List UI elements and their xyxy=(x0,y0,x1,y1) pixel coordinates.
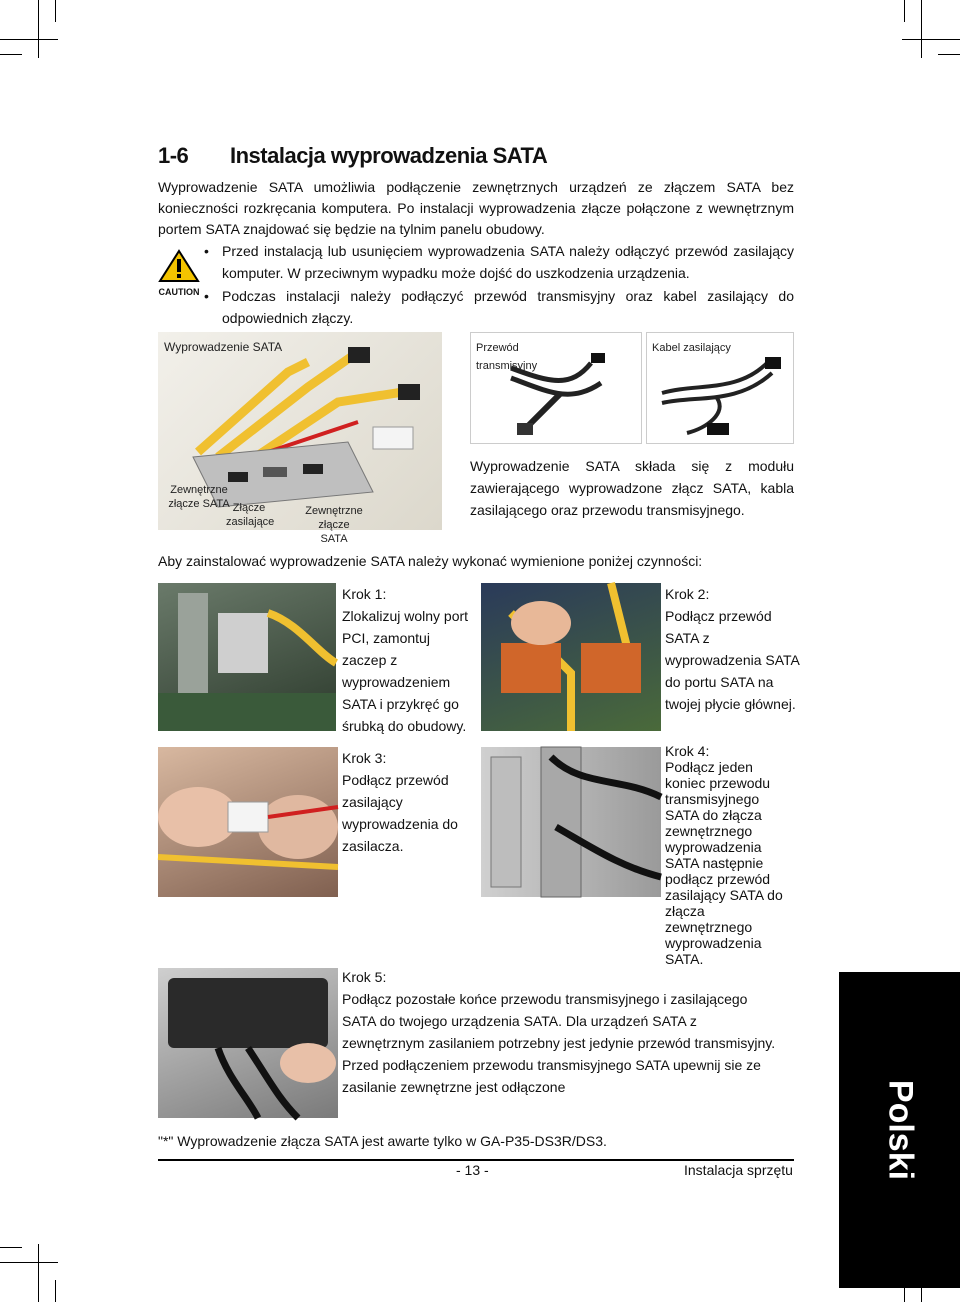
step1-body: Zlokalizuj wolny port PCI, zamontuj zaczep z wyprowadzeniem SATA i przykręć go śrubką do obudowy. xyxy=(342,608,469,734)
crop-mark xyxy=(0,1262,58,1263)
steps-intro: Aby zainstalować wyprowadzenie SATA należy wykonać wymienione poniżej czynności: xyxy=(158,553,703,569)
step5-body: Podłącz pozostałe końce przewodu transmisyjnego i zasilającego SATA do twojego urządzenia SATA. Dla urządzeń SATA z zewnętrznym zasilaniem potrzebny jest jedynie przewód transmisyjny. Przed podłączeniem przewodu transmisyjnego SATA upewnij sie ze zasilanie zewnętrzne jest odłączone xyxy=(342,991,776,1095)
step4-body: Podłącz jeden koniec przewodu transmisyjnego SATA do złącza zewnętrznego wyprowadzenia SATA następnie podłącz przewód zasilający SATA do złącza zewnętrznego wyprowadzenia SATA. xyxy=(665,759,783,967)
crop-mark xyxy=(0,54,22,55)
step2-title: Krok 2: xyxy=(665,586,710,602)
footnote: "*" Wyprowadzenie złącza SATA jest awarte tylko w GA-P35-DS3R/DS3. xyxy=(158,1133,607,1149)
page-number: - 13 - xyxy=(456,1162,489,1178)
caution-label: CAUTION xyxy=(158,287,200,297)
power-connector-label: Złącze zasilające xyxy=(226,502,275,528)
section-title: Instalacja wyprowadzenia SATA xyxy=(230,143,548,168)
language-tab xyxy=(839,972,960,1288)
crop-mark xyxy=(902,39,960,40)
step1-text xyxy=(342,583,477,737)
crop-mark xyxy=(921,0,922,58)
step1-photo xyxy=(158,583,336,731)
sata-bracket-photo xyxy=(158,332,442,545)
language-tab-label: Polski xyxy=(881,1079,919,1181)
step3-body: Podłącz przewód zasilający wyprowadzenia do zasilacza. xyxy=(342,772,458,854)
crop-mark xyxy=(38,0,39,58)
step4-title: Krok 4: xyxy=(665,743,710,759)
crop-mark xyxy=(938,54,960,55)
step5-photo xyxy=(158,968,338,1118)
step2-text xyxy=(665,583,800,715)
power-cable-label: Kabel zasilający xyxy=(652,342,731,354)
step4-text xyxy=(665,743,795,967)
cable-label: Przewód transmisyjny xyxy=(476,342,538,372)
footer-rule xyxy=(158,1159,794,1161)
sata-cable-photo xyxy=(470,332,642,444)
figure-description: Wyprowadzenie SATA składa się z modułu zawierającego wyprowadzone złącz SATA, kabla zasilającego oraz przewodu transmisyjnego. xyxy=(470,458,794,518)
step5-text xyxy=(342,966,782,1098)
bracket-label: Wyprowadzenie SATA xyxy=(164,340,283,354)
caution-bullet: • Podczas instalacji należy podłączyć przewód transmisyjny oraz kabel zasilający do odpowiednich złączy. xyxy=(204,285,794,329)
step3-photo xyxy=(158,747,338,897)
crop-mark xyxy=(0,1247,22,1248)
step1-title: Krok 1: xyxy=(342,586,387,602)
power-cable-photo xyxy=(646,332,794,444)
step2-body: Podłącz przewód SATA z wyprowadzenia SATA do portu SATA na twojej płycie głównej. xyxy=(665,608,800,712)
crop-mark xyxy=(0,39,58,40)
footer-section: Instalacja sprzętu xyxy=(684,1162,793,1178)
intro-paragraph: Wyprowadzenie SATA umożliwia podłączenie zewnętrznych urządzeń ze złączem SATA bez konieczności rozkręcania komputera. Po instalacji wyprowadzenia złącze połączone z wewnętrznym portem SATA znajdować się będzie na tylnim panelu obudowy. xyxy=(158,179,794,237)
caution-icon xyxy=(158,249,200,295)
crop-mark xyxy=(55,0,56,22)
step3-title: Krok 3: xyxy=(342,750,387,766)
crop-mark xyxy=(55,1280,56,1302)
step2-photo xyxy=(481,583,661,731)
step5-title: Krok 5: xyxy=(342,969,387,985)
ext-sata-label-2: Zewnętrzne złącze SATA xyxy=(305,505,363,545)
crop-mark xyxy=(38,1244,39,1302)
section-number: 1-6 xyxy=(158,143,189,168)
ext-sata-label-1: Zewnętrzne złącze SATA xyxy=(168,484,230,510)
crop-mark xyxy=(904,0,905,22)
step3-text xyxy=(342,747,477,857)
step4-photo xyxy=(481,747,661,897)
caution-bullet: • Przed instalacją lub usunięciem wyprowadzenia SATA należy odłączyć przewód zasilający komputer. W przeciwnym wypadku może dojść do uszkodzenia urządzenia. xyxy=(204,240,794,284)
